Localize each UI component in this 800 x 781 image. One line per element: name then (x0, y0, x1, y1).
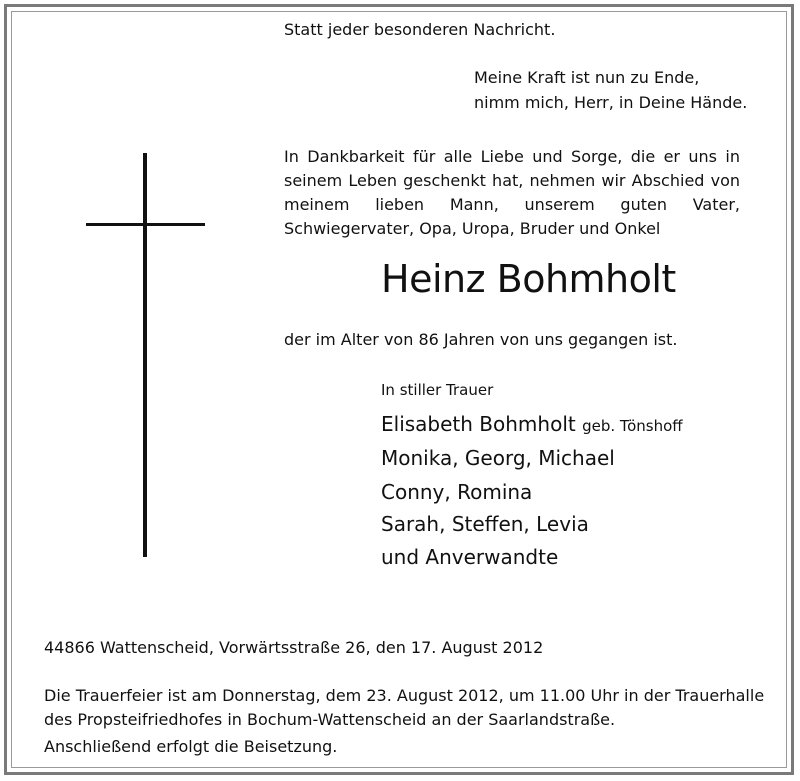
intro-line: meinem lieben Mann, unserem guten Vater, (284, 195, 740, 214)
place-date: 44866 Wattenscheid, Vorwärtsstraße 26, den 17. August 2012 (44, 638, 544, 657)
age-line: der im Alter von 86 Jahren von uns gegangen ist. (284, 330, 678, 349)
intro-text (284, 145, 740, 241)
verse-line-2: nimm mich, Herr, in Deine Hände. (474, 93, 748, 112)
mourner-line: und Anverwandte (381, 545, 559, 569)
mourner-line: Conny, Romina (381, 480, 533, 504)
mourner-line: Sarah, Steffen, Levia (381, 512, 589, 536)
widow-nee: geb. Tönshoff (582, 417, 683, 435)
mourner-widow (381, 412, 683, 436)
intro-line: In Dankbarkeit für alle Liebe und Sorge, die er uns in (284, 147, 740, 166)
widow-name: Elisabeth Bohmholt (381, 412, 576, 436)
service-line-1: Die Trauerfeier ist am Donnerstag, dem 23. August 2012, um 11.00 Uhr in der Trauerhalle (44, 686, 765, 705)
deceased-name: Heinz Bohmholt (381, 257, 676, 301)
cross-icon (86, 153, 206, 558)
intro-line: Schwiegervater, Opa, Uropa, Bruder und Onkel (284, 219, 661, 238)
intro-line: seinem Leben geschenkt hat, nehmen wir Abschied von (284, 171, 740, 190)
header-notice: Statt jeder besonderen Nachricht. (284, 20, 556, 39)
burial-line: Anschließend erfolgt die Beisetzung. (44, 737, 338, 756)
service-line-2: des Propsteifriedhofes in Bochum-Wattenscheid an der Saarlandstraße. (44, 710, 616, 729)
mourning-label: In stiller Trauer (381, 381, 494, 399)
verse-line-1: Meine Kraft ist nun zu Ende, (474, 68, 700, 87)
mourner-line: Monika, Georg, Michael (381, 446, 615, 470)
